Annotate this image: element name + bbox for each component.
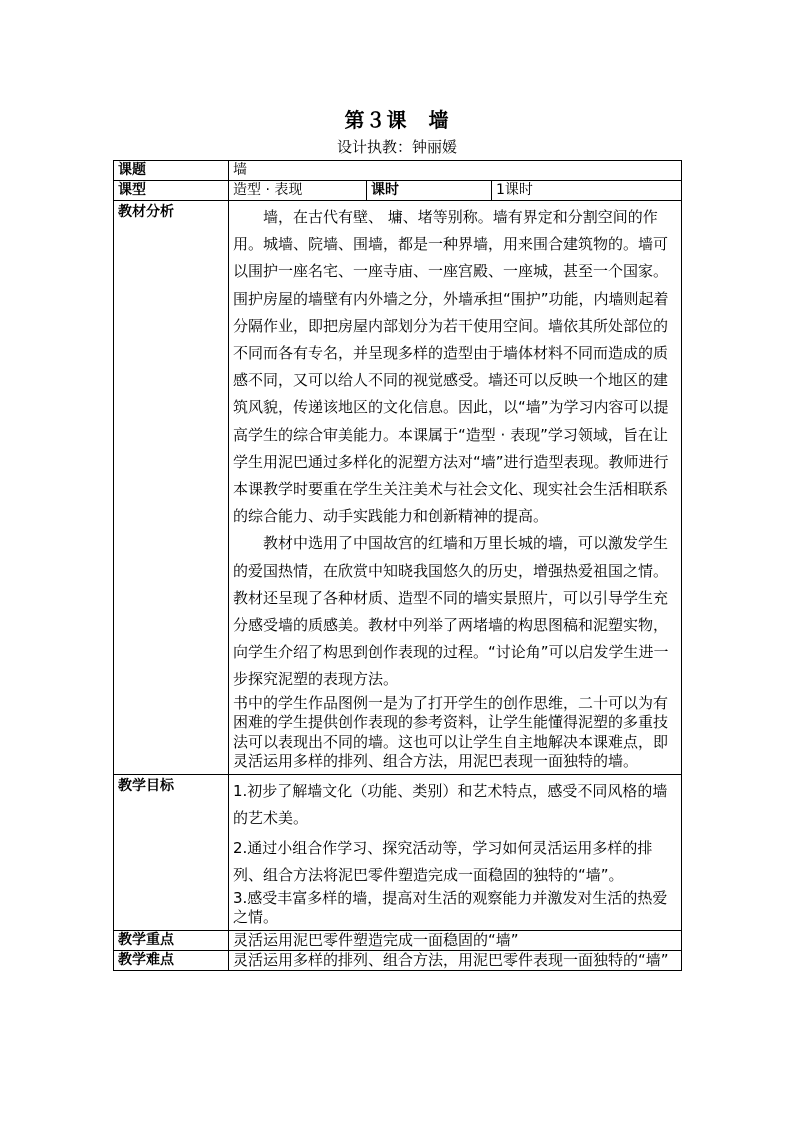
- hours-label: 课时: [367, 181, 492, 201]
- analysis-paragraph-2: 教材中选用了中国故宫的红墙和万里长城的墙，可以激发学生的爱国热情，在欣赏中知晓我国悠久的历史，增强热爱祖国之情。教材还呈现了各种材质、造型不同的墙实景照片，可以引导学生充分感受墙的质感美。教材中列举了两堵墙的构思图稿和泥塑实物，向学生介绍了构思到创作表现的过程。“讨论角”可以启发学生进一步探究泥塑的表现方法。: [233, 534, 669, 689]
- type-row: [114, 181, 682, 201]
- topic-row: [114, 161, 682, 181]
- goal-item-1: 1.初步了解墙文化（功能、类别）和艺术特点，感受不同风格的墙的艺术美。: [233, 781, 668, 827]
- type-label: 课型: [114, 181, 229, 201]
- page-title: 第３课 墙: [344, 108, 450, 132]
- analysis-paragraph-1: 墙，在古代有壁、 墉、堵等别称。墙有界定和分割空间的作用。城墙、院墙、围墙，都是一种界墙，用来围合建筑物的。墙可以围护一座名宅、一座寺庙、一座宫殿、一座城，甚至一个国家。围护房屋的墙壁有内外墙之分，外墙承担“围护”功能，内墙则起着分隔作业，即把房屋内部划分为若干使用空间。墙依其所处部位的不同而各有专名，并呈现多样的造型由于墙体材料不同而造成的质感不同，又可以给人不同的视觉感受。墙还可以反映一个地区的建筑风貌，传递该地区的文化信息。因此，以“墙”为学习内容可以提高学生的综合审美能力。本课属于“造型 · 表现”学习领域，旨在让学生用泥巴通过多样化的泥塑方法对“墙”进行造型表现。教师进行本课教学时要重在学生关注美术与社会文化、现实社会生活相联系的综合能力、动手实践能力和创新精神的提高。: [233, 208, 669, 526]
- goal-item-2: 2.通过小组合作学习、探究活动等，学习如何灵活运用多样的排列、组合方法将泥巴零件塑造完成一面稳固的独特的“墙”。: [233, 838, 653, 884]
- goals-row: [114, 774, 682, 930]
- hours-value: 1课时: [492, 181, 682, 201]
- difficulty-label: 教学难点: [114, 950, 229, 971]
- author-line: 设计执教：钟丽媛: [336, 138, 457, 156]
- key-row: [114, 930, 682, 950]
- difficulty-row: [114, 950, 682, 971]
- analysis-row: [114, 201, 682, 775]
- analysis-paragraph-3: 书中的学生作品图例一是为了打开学生的创作思维，二十可以为有困难的学生提供创作表现的参考资料，让学生能懂得泥塑的多重技法可以表现出不同的墙。这也可以让学生自主地解决本课难点，即灵活运用多样的排列、组合方法，用泥巴表现一面独特的墙。: [233, 693, 669, 771]
- analysis-cell: [229, 201, 682, 775]
- lesson-plan-table: [113, 160, 682, 971]
- topic-value: 墙: [229, 161, 682, 181]
- key-value: 灵活运用泥巴零件塑造完成一面稳固的“墙”: [229, 930, 682, 950]
- type-value: 造型 · 表现: [229, 181, 367, 201]
- difficulty-value: 灵活运用多样的排列、组合方法，用泥巴零件表现一面独特的“墙”: [229, 950, 682, 971]
- key-label: 教学重点: [114, 930, 229, 950]
- goal-item-3: 3.感受丰富多样的墙，提高对生活的观察能力并激发对生活的热爱之情。: [233, 888, 668, 927]
- goals-label: 教学目标: [114, 774, 229, 930]
- analysis-label: 教材分析: [114, 201, 229, 775]
- topic-label: 课题: [114, 161, 229, 181]
- goals-cell: [229, 774, 682, 930]
